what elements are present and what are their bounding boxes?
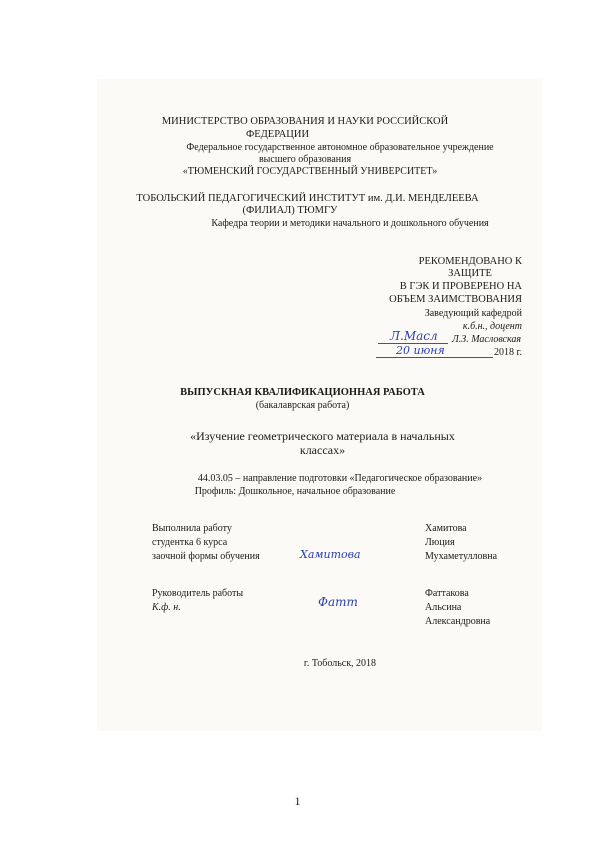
date-line [376,357,493,358]
fgaou-line-1: Федеральное государственное автономное образовательное учреждение [186,142,494,153]
student-patronymic: Мухаметулловна [425,551,498,562]
head-signature: Л.Масл [390,329,438,343]
approval-line-1: РЕКОМЕНДОВАНО К [418,256,522,267]
university-name: «ТЮМЕНСКИЙ ГОСУДАРСТВЕННЫЙ УНИВЕРСИТЕТ» [182,166,438,177]
institute-line-2: (ФИЛИАЛ) ТЮМГУ [242,205,338,216]
ministry-line-2: ФЕДЕРАЦИИ [245,129,310,140]
work-subtype: (бакалаврская работа) [255,400,350,411]
work-title-line-2: классах» [299,443,346,457]
approval-line-3: В ГЭК И ПРОВЕРЕНО НА [399,281,522,292]
head-degree: к.б.н., доцент [462,321,522,332]
ministry-line-1: МИНИСТЕРСТВО ОБРАЗОВАНИЯ И НАУКИ РОССИЙСКОЙ [161,116,449,127]
supervisor-first-name: Альсина [425,602,462,613]
city-year: г. Тобольск, 2018 [303,658,377,669]
student-label-line-3: заочной формы обучения [152,551,260,562]
work-title-line-1: «Изучение геометрического материала в начальных [190,429,455,443]
supervisor-label-line-2: К.ф. н. [152,602,181,613]
student-surname: Хамитова [425,523,467,534]
supervisor-label-line-1: Руководитель работы [152,588,244,599]
supervisor-patronymic: Александровна [425,616,491,627]
student-signature: Хамитова [300,548,361,561]
page-number: 1 [294,794,301,808]
supervisor-signature: Фатт [318,595,358,609]
student-first-name: Люция [425,537,455,548]
head-of-department-title: Заведующий кафедрой [424,308,522,319]
student-label-line-2: студентка 6 курса [152,537,228,548]
head-name: Л.З. Масловская [452,334,522,345]
approval-year: 2018 г. [494,347,522,358]
study-direction: 44.03.05 – направление подготовки «Педагогическое образование» [197,473,483,484]
student-label-line-1: Выполнила работу [152,523,232,534]
approval-line-4: ОБЪЕМ ЗАИМСТВОВАНИЯ [389,294,522,305]
institute-line-1: ТОБОЛЬСКИЙ ПЕДАГОГИЧЕСКИЙ ИНСТИТУТ им. Д.И. МЕНДЕЛЕЕВА [136,193,479,204]
department-name: Кафедра теории и методики начального и дошкольного обучения [211,218,489,229]
supervisor-surname: Фаттакова [425,588,469,599]
study-profile: Профиль: Дошкольное, начальное образование [194,486,396,497]
fgaou-line-2: высшего образования [258,154,352,165]
work-type: ВЫПУСКНАЯ КВАЛИФИКАЦИОННАЯ РАБОТА [180,387,425,398]
approval-line-2: ЗАЩИТЕ [448,268,492,279]
approval-date-handwritten: 20 июня [396,344,445,357]
